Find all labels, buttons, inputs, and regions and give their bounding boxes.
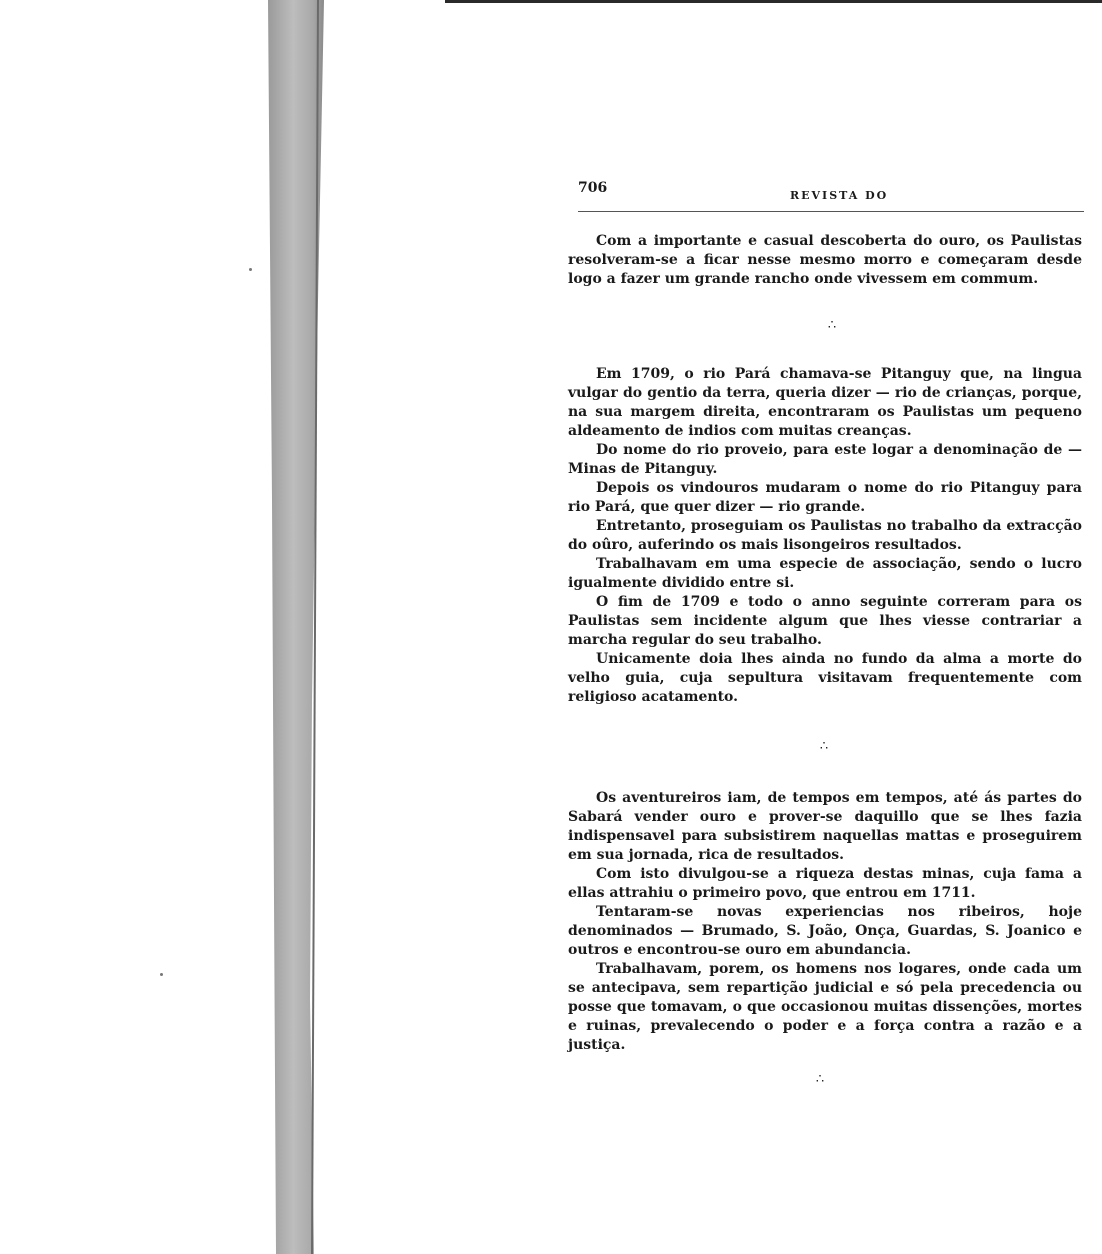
paragraph: Do nome do rio proveio, para este logar a denominação de — Minas de Pitanguy.	[568, 442, 1082, 477]
scan-speck	[249, 268, 252, 271]
running-title: REVISTA DO	[790, 189, 889, 202]
scan-speck	[160, 973, 163, 976]
section-separator: ∴	[827, 318, 837, 333]
section-3	[568, 789, 1082, 1055]
book-gutter-shadow	[268, 0, 328, 1254]
section-separator: ∴	[819, 739, 829, 754]
top-edge-rule	[445, 0, 1102, 3]
section-2	[568, 365, 1082, 707]
paragraph: O fim de 1709 e todo o anno seguinte correram para os Paulistas sem incidente algum que lhes viesse contrariar a marcha regular do seu trabalho.	[568, 594, 1082, 648]
paragraph: Tentaram-se novas experiencias nos ribeiros, hoje denominados — Brumado, S. João, Onça, Guardas, S. Joanico e outros e encontrou-se ouro em abundancia.	[568, 904, 1082, 958]
paragraph: Depois os vindouros mudaram o nome do rio Pitanguy para rio Pará, que quer dizer — rio grande.	[568, 480, 1082, 515]
paragraph: Entretanto, proseguiam os Paulistas no trabalho da extracção do oûro, auferindo os mais lisongeiros resultados.	[568, 518, 1082, 553]
section-separator: ∴	[815, 1072, 825, 1087]
header-rule	[578, 211, 1084, 212]
paragraph: Com a importante e casual descoberta do ouro, os Paulistas resolveram-se a ficar nesse mesmo morro e começaram desde logo a fazer um grande rancho onde vivessem em commum.	[568, 233, 1082, 287]
paragraph: Unicamente doia lhes ainda no fundo da alma a morte do velho guia, cuja sepultura visitavam frequentemente com religioso acatamento.	[568, 651, 1082, 705]
paragraph: Os aventureiros iam, de tempos em tempos, até ás partes do Sabará vender ouro e prover-se daquillo que se lhes fazia indispensavel para subsistirem naquellas mattas e proseguirem em sua jornada, rica de resultados.	[568, 790, 1082, 863]
page-number: 706	[578, 180, 608, 196]
paragraph: Trabalhavam, porem, os homens nos logares, onde cada um se antecipava, sem repartição judicial e só pela precedencia ou posse que tomavam, o que occasionou muitas dissenções, mortes e ruinas, prevalecendo o poder e a força contra a razão e a justiça.	[568, 961, 1082, 1053]
page-header	[578, 180, 1084, 206]
section-1	[568, 232, 1082, 289]
paragraph: Em 1709, o rio Pará chamava-se Pitanguy que, na lingua vulgar do gentio da terra, queria dizer — rio de crianças, porque, na sua margem direita, encontraram os Paulistas um pequeno aldeamento de indios com muitas creanças.	[568, 366, 1082, 439]
paragraph: Trabalhavam em uma especie de associação, sendo o lucro igualmente dividido entre si.	[568, 556, 1082, 591]
paragraph: Com isto divulgou-se a riqueza destas minas, cuja fama a ellas attrahiu o primeiro povo, que entrou em 1711.	[568, 866, 1082, 901]
